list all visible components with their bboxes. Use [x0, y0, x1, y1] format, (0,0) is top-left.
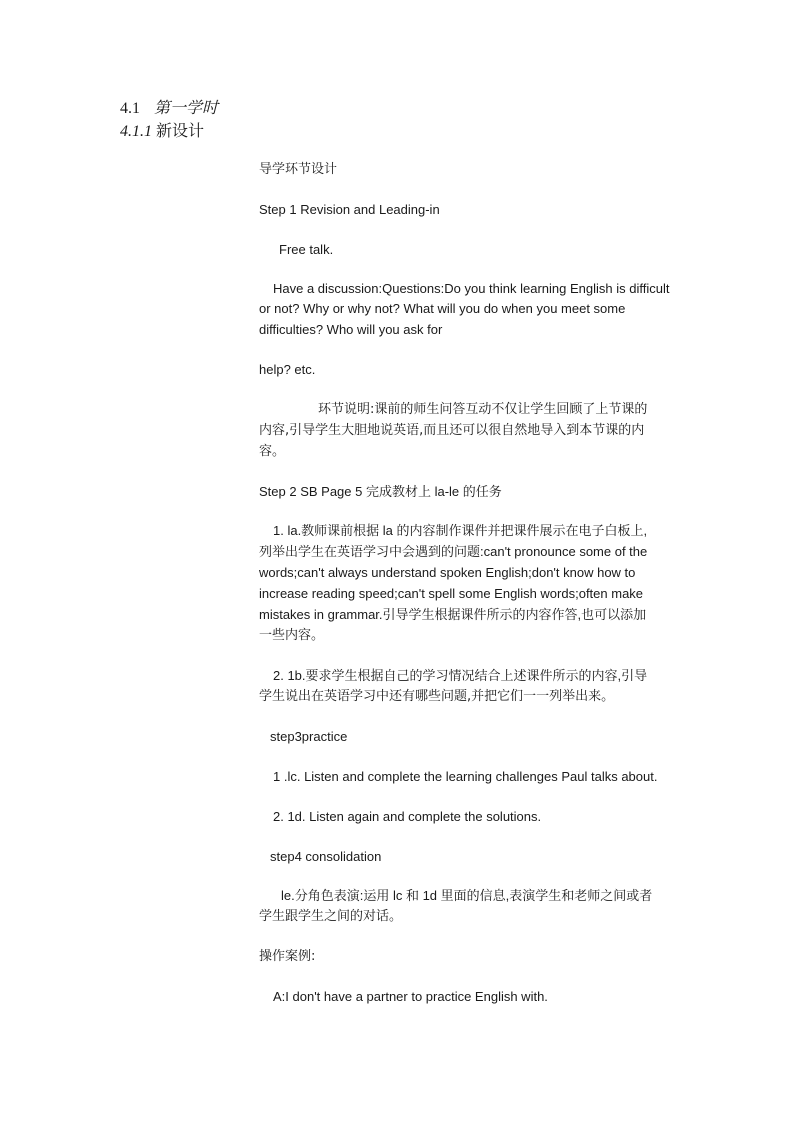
discussion-line-2: or not? Why or why not? What will you do when you meet some [259, 301, 626, 316]
free-talk-line: Free talk. [279, 242, 334, 257]
step3-title: step3practice [270, 729, 348, 744]
note1-line-3: 容。 [259, 444, 286, 459]
heading-2-number: 4.1.1 [120, 123, 152, 140]
discussion-line-1: Have a discussion:Questions:Do you think learning English is difficult [273, 281, 670, 296]
step3-item-1: 1 .lc. Listen and complete the learning challenges Paul talks about. [273, 769, 658, 784]
case-title: 操作案例: [259, 949, 316, 964]
case-line-1: A:I don't have a partner to practice English with. [273, 989, 548, 1004]
discussion-line-4: help? etc. [259, 362, 316, 377]
note1-line-1: 环节说明:课前的师生问答互动不仅让学生回顾了上节课的 [318, 402, 648, 417]
heading-1-text: 第一学时 [154, 100, 219, 117]
step3-item-2: 2. 1d. Listen again and complete the solutions. [273, 809, 542, 824]
item1-line-5: mistakes in grammar.引导学生根据课件所示的内容作答,也可以添加 [259, 607, 647, 622]
item1-line-3: words;can't always understand spoken English;don't know how to [259, 565, 636, 580]
item1-line-2: 列举出学生在英语学习中会遇到的问题:can't pronounce some of the [259, 544, 648, 559]
item1-line-4: increase reading speed;can't spell some English words;often make [259, 586, 644, 601]
discussion-line-3: difficulties? Who will you ask for [259, 322, 443, 337]
heading-level-2 [120, 121, 204, 143]
item2-line-2: 学生说出在英语学习中还有哪些问题,并把它们一一列举出来。 [259, 689, 615, 704]
item1-line-1: 1. la.教师课前根据 la 的内容制作课件并把课件展示在电子白板上, [273, 523, 648, 538]
section-title: 导学环节设计 [259, 162, 338, 177]
heading-2-text: 新设计 [156, 123, 205, 140]
step4-line-1: le.分角色表演:运用 lc 和 1d 里面的信息,表演学生和老师之间或者 [281, 888, 653, 903]
step2-title: Step 2 SB Page 5 完成教材上 la-le 的任务 [259, 484, 502, 499]
item1-line-6: 一些内容。 [259, 628, 325, 643]
item2-line-1: 2. 1b.要求学生根据自己的学习情况结合上述课件所示的内容,引导 [273, 668, 648, 683]
step4-title: step4 consolidation [270, 849, 382, 864]
heading-level-1 [120, 98, 218, 120]
note1-line-2: 内容,引导学生大胆地说英语,而且还可以很自然地导入到本节课的内 [259, 423, 645, 438]
heading-1-number: 4.1 [120, 100, 140, 117]
step4-line-2: 学生跟学生之间的对话。 [259, 909, 403, 924]
step1-title: Step 1 Revision and Leading-in [259, 202, 440, 217]
